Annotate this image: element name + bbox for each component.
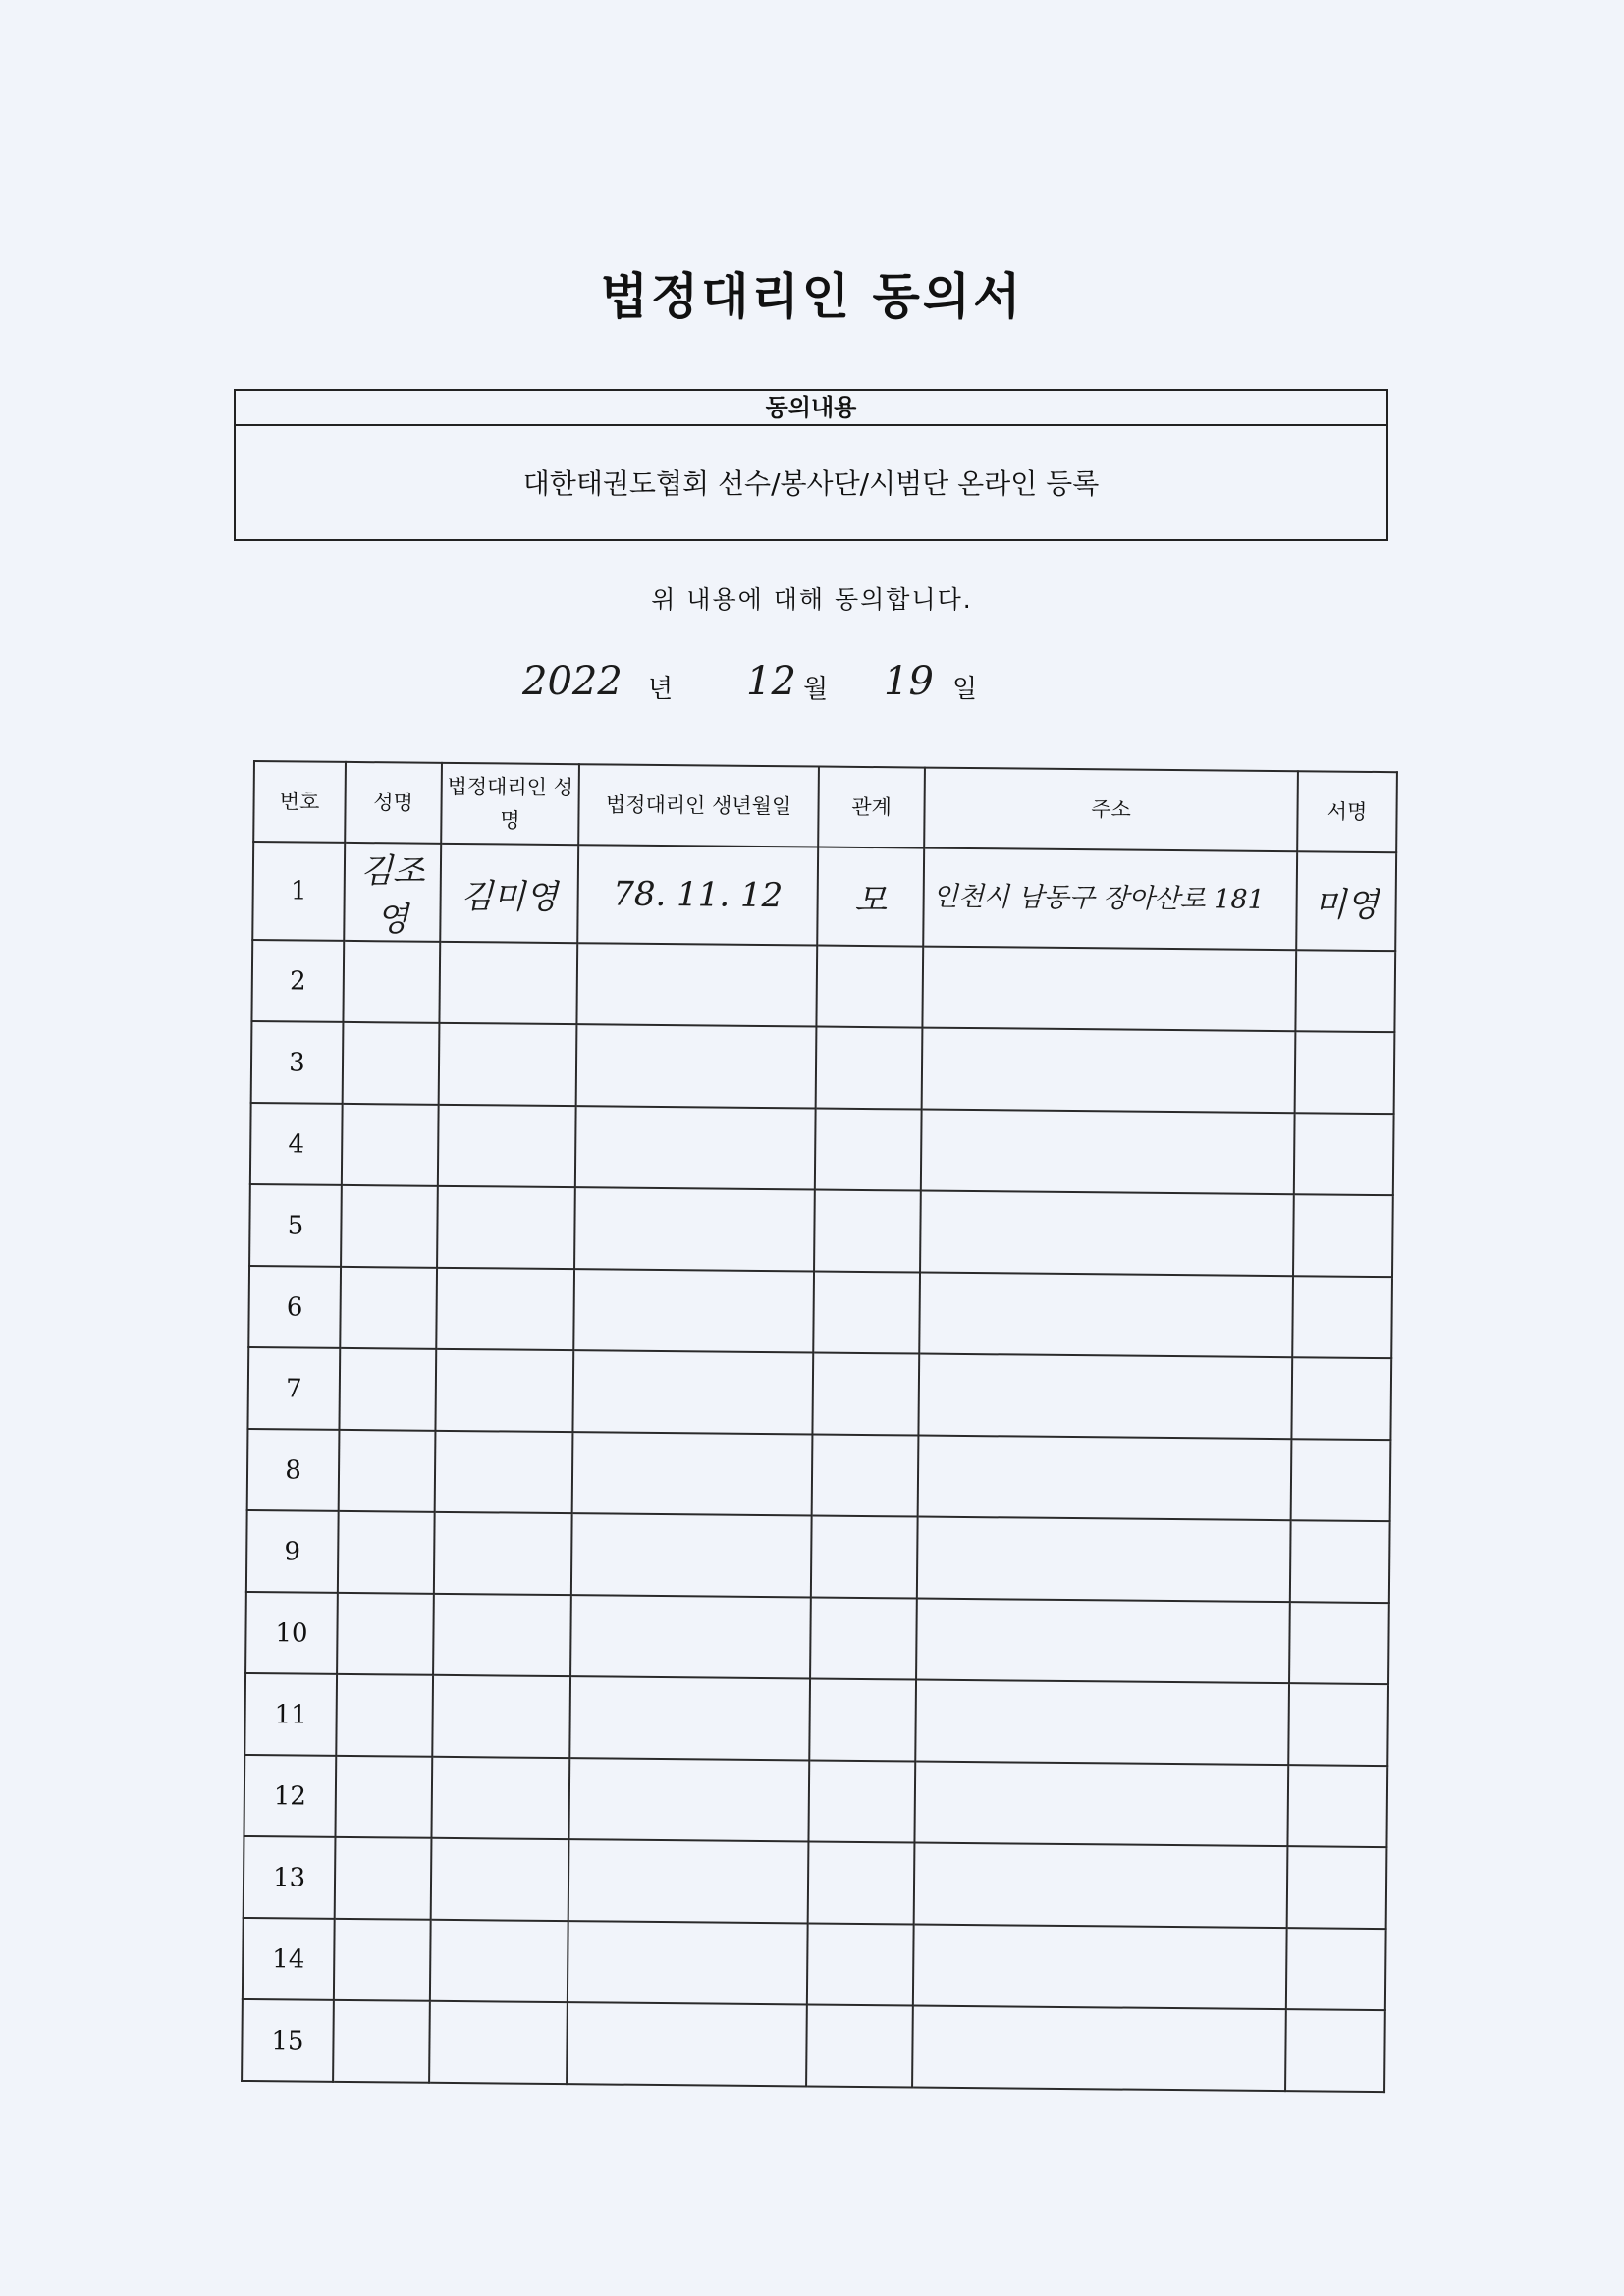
- cell-guardian-birth: [573, 1269, 814, 1352]
- cell-signature: [1295, 950, 1395, 1032]
- date-month: 12: [746, 659, 796, 704]
- table-row: [250, 1103, 1394, 1195]
- cell-no: 1: [252, 842, 345, 941]
- cell-relation: [812, 1353, 919, 1436]
- cell-guardian-birth: [569, 1676, 810, 1760]
- cell-guardian-name: [434, 1512, 572, 1595]
- cell-signature: [1287, 1765, 1387, 1847]
- cell-name: [334, 1919, 431, 2001]
- cell-address: [914, 1762, 1288, 1847]
- consent-body: 대한태권도협회 선수/봉사단/시범단 온라인 등록: [522, 467, 1100, 500]
- table-row: [251, 1021, 1395, 1114]
- cell-guardian-name: [438, 1105, 576, 1187]
- cell-name: [343, 941, 440, 1023]
- cell-guardian-name: [439, 1023, 577, 1106]
- cell-no: 3: [251, 1021, 344, 1104]
- cell-relation: [810, 1597, 917, 1679]
- cell-name: 김조영: [344, 843, 441, 942]
- cell-signature: [1290, 1520, 1390, 1603]
- cell-relation: [807, 1923, 914, 2005]
- cell-no: 5: [249, 1184, 342, 1267]
- cell-name: [337, 1593, 434, 1675]
- table-row: [251, 940, 1395, 1032]
- cell-relation: [811, 1515, 918, 1598]
- cell-no: 11: [244, 1673, 337, 1756]
- cell-guardian-birth: [568, 1839, 809, 1923]
- cell-signature: [1292, 1276, 1392, 1358]
- cell-guardian-name: [429, 2001, 568, 2084]
- cell-no: 12: [244, 1755, 336, 1837]
- cell-address: 인천시 남동구 장아산로 181: [923, 848, 1297, 951]
- col-header-relation: 관계: [818, 767, 925, 848]
- cell-signature: [1289, 1602, 1389, 1684]
- cell-signature: [1294, 1113, 1394, 1195]
- cell-signature: [1288, 1683, 1388, 1766]
- cell-relation: 모: [817, 847, 924, 947]
- cell-signature: [1287, 1846, 1387, 1929]
- cell-guardian-birth: [567, 2002, 807, 2086]
- cell-guardian-name: [435, 1431, 573, 1513]
- cell-address: [918, 1354, 1292, 1440]
- table-body: [242, 842, 1396, 2092]
- cell-signature: [1293, 1194, 1393, 1277]
- cell-guardian-birth: [576, 1024, 817, 1108]
- date-month-label: 월: [803, 675, 829, 704]
- cell-guardian-birth: [572, 1432, 813, 1515]
- cell-guardian-name: [430, 1920, 568, 2002]
- col-header-signature: 서명: [1297, 771, 1397, 852]
- cell-name: [343, 1022, 440, 1105]
- cell-relation: [815, 1109, 922, 1191]
- cell-name: [340, 1267, 437, 1349]
- cell-signature: [1291, 1357, 1391, 1440]
- cell-address: [922, 947, 1296, 1032]
- table-row: [245, 1592, 1389, 1684]
- cell-guardian-name: [439, 942, 577, 1024]
- col-header-name: 성명: [345, 762, 442, 844]
- table-row: [246, 1510, 1390, 1603]
- cell-address: [922, 1028, 1296, 1114]
- table-row: [244, 1755, 1387, 1847]
- cell-address: [916, 1599, 1290, 1684]
- cell-name: [342, 1104, 439, 1186]
- cell-no: 6: [248, 1266, 341, 1348]
- cell-relation: [808, 1760, 915, 1842]
- cell-address: [913, 1925, 1287, 2010]
- cell-relation: [813, 1272, 920, 1354]
- cell-no: 2: [251, 940, 344, 1022]
- cell-name: [341, 1185, 438, 1268]
- cell-name: [339, 1430, 436, 1512]
- cell-no: 7: [247, 1347, 340, 1430]
- col-header-guardian-name: 법정대리인 성명: [441, 763, 579, 845]
- guardian-table: [241, 760, 1398, 2093]
- cell-guardian-name: [432, 1675, 570, 1758]
- cell-relation: [814, 1190, 921, 1273]
- cell-relation: [809, 1678, 916, 1761]
- cell-guardian-name: [431, 1838, 569, 1921]
- cell-signature: 미영: [1296, 851, 1396, 951]
- cell-no: 4: [250, 1103, 343, 1185]
- cell-no: 10: [245, 1592, 338, 1674]
- cell-guardian-birth: [572, 1350, 813, 1434]
- cell-address: [918, 1436, 1292, 1521]
- cell-guardian-name: [436, 1268, 574, 1350]
- cell-no: 8: [247, 1429, 340, 1511]
- cell-guardian-birth: [576, 943, 817, 1026]
- cell-name: [338, 1511, 435, 1594]
- cell-address: [921, 1110, 1295, 1195]
- table-header-row: [253, 761, 1397, 852]
- table-row: [247, 1429, 1391, 1521]
- cell-guardian-birth: [570, 1595, 811, 1678]
- cell-address: [919, 1273, 1293, 1358]
- cell-signature: [1286, 1928, 1386, 2010]
- table-row: [243, 1918, 1386, 2010]
- cell-relation: [812, 1434, 919, 1516]
- agree-statement: 위 내용에 대해 동의합니다.: [651, 585, 973, 614]
- cell-relation: [816, 946, 923, 1028]
- cell-signature: [1295, 1031, 1395, 1114]
- cell-no: 15: [242, 1999, 334, 2082]
- cell-relation: [816, 1027, 923, 1110]
- cell-signature: [1285, 2009, 1385, 2092]
- cell-name: [333, 2000, 430, 2083]
- cell-relation: [806, 2004, 913, 2087]
- cell-guardian-name: [435, 1349, 573, 1432]
- table-row: [247, 1347, 1391, 1440]
- cell-guardian-name: [437, 1186, 575, 1269]
- cell-no: 9: [246, 1510, 339, 1593]
- cell-guardian-birth: [568, 1921, 808, 2004]
- col-header-guardian-birth: 법정대리인 생년월일: [578, 764, 819, 847]
- date-row: [0, 653, 1624, 722]
- consent-box: [234, 389, 1388, 541]
- cell-relation: [808, 1841, 915, 1924]
- cell-address: [920, 1191, 1294, 1277]
- cell-guardian-name: [433, 1594, 571, 1676]
- table-row: [248, 1266, 1392, 1358]
- date-day-label: 일: [952, 675, 978, 704]
- cell-guardian-birth: [575, 1106, 816, 1189]
- cell-guardian-birth: 78. 11. 12: [577, 845, 818, 945]
- cell-name: [335, 1837, 432, 1920]
- cell-guardian-birth: [568, 1758, 809, 1841]
- cell-address: [914, 1843, 1288, 1929]
- page-title: 법정대리인 동의서: [600, 267, 1024, 325]
- table-row: [244, 1836, 1387, 1929]
- consent-header: 동의내용: [236, 391, 1386, 426]
- cell-address: [917, 1517, 1291, 1603]
- cell-no: 13: [244, 1836, 336, 1919]
- cell-guardian-name: 김미영: [440, 844, 578, 943]
- cell-guardian-birth: [571, 1513, 812, 1597]
- cell-guardian-name: [431, 1757, 569, 1839]
- table-row: [249, 1184, 1393, 1277]
- table-row: [244, 1673, 1388, 1766]
- cell-signature: [1291, 1439, 1391, 1521]
- table-row: [242, 1999, 1385, 2092]
- cell-address: [912, 2006, 1286, 2092]
- date-year: 2022: [522, 659, 623, 704]
- date-day: 19: [884, 659, 934, 704]
- cell-address: [915, 1680, 1289, 1766]
- date-year-label: 년: [648, 675, 674, 704]
- col-header-address: 주소: [924, 768, 1298, 852]
- cell-no: 14: [243, 1918, 335, 2000]
- cell-name: [335, 1756, 432, 1838]
- table-row: [252, 842, 1396, 951]
- cell-name: [336, 1674, 433, 1757]
- col-header-no: 번호: [253, 761, 346, 843]
- cell-guardian-birth: [574, 1187, 815, 1271]
- cell-name: [339, 1348, 436, 1431]
